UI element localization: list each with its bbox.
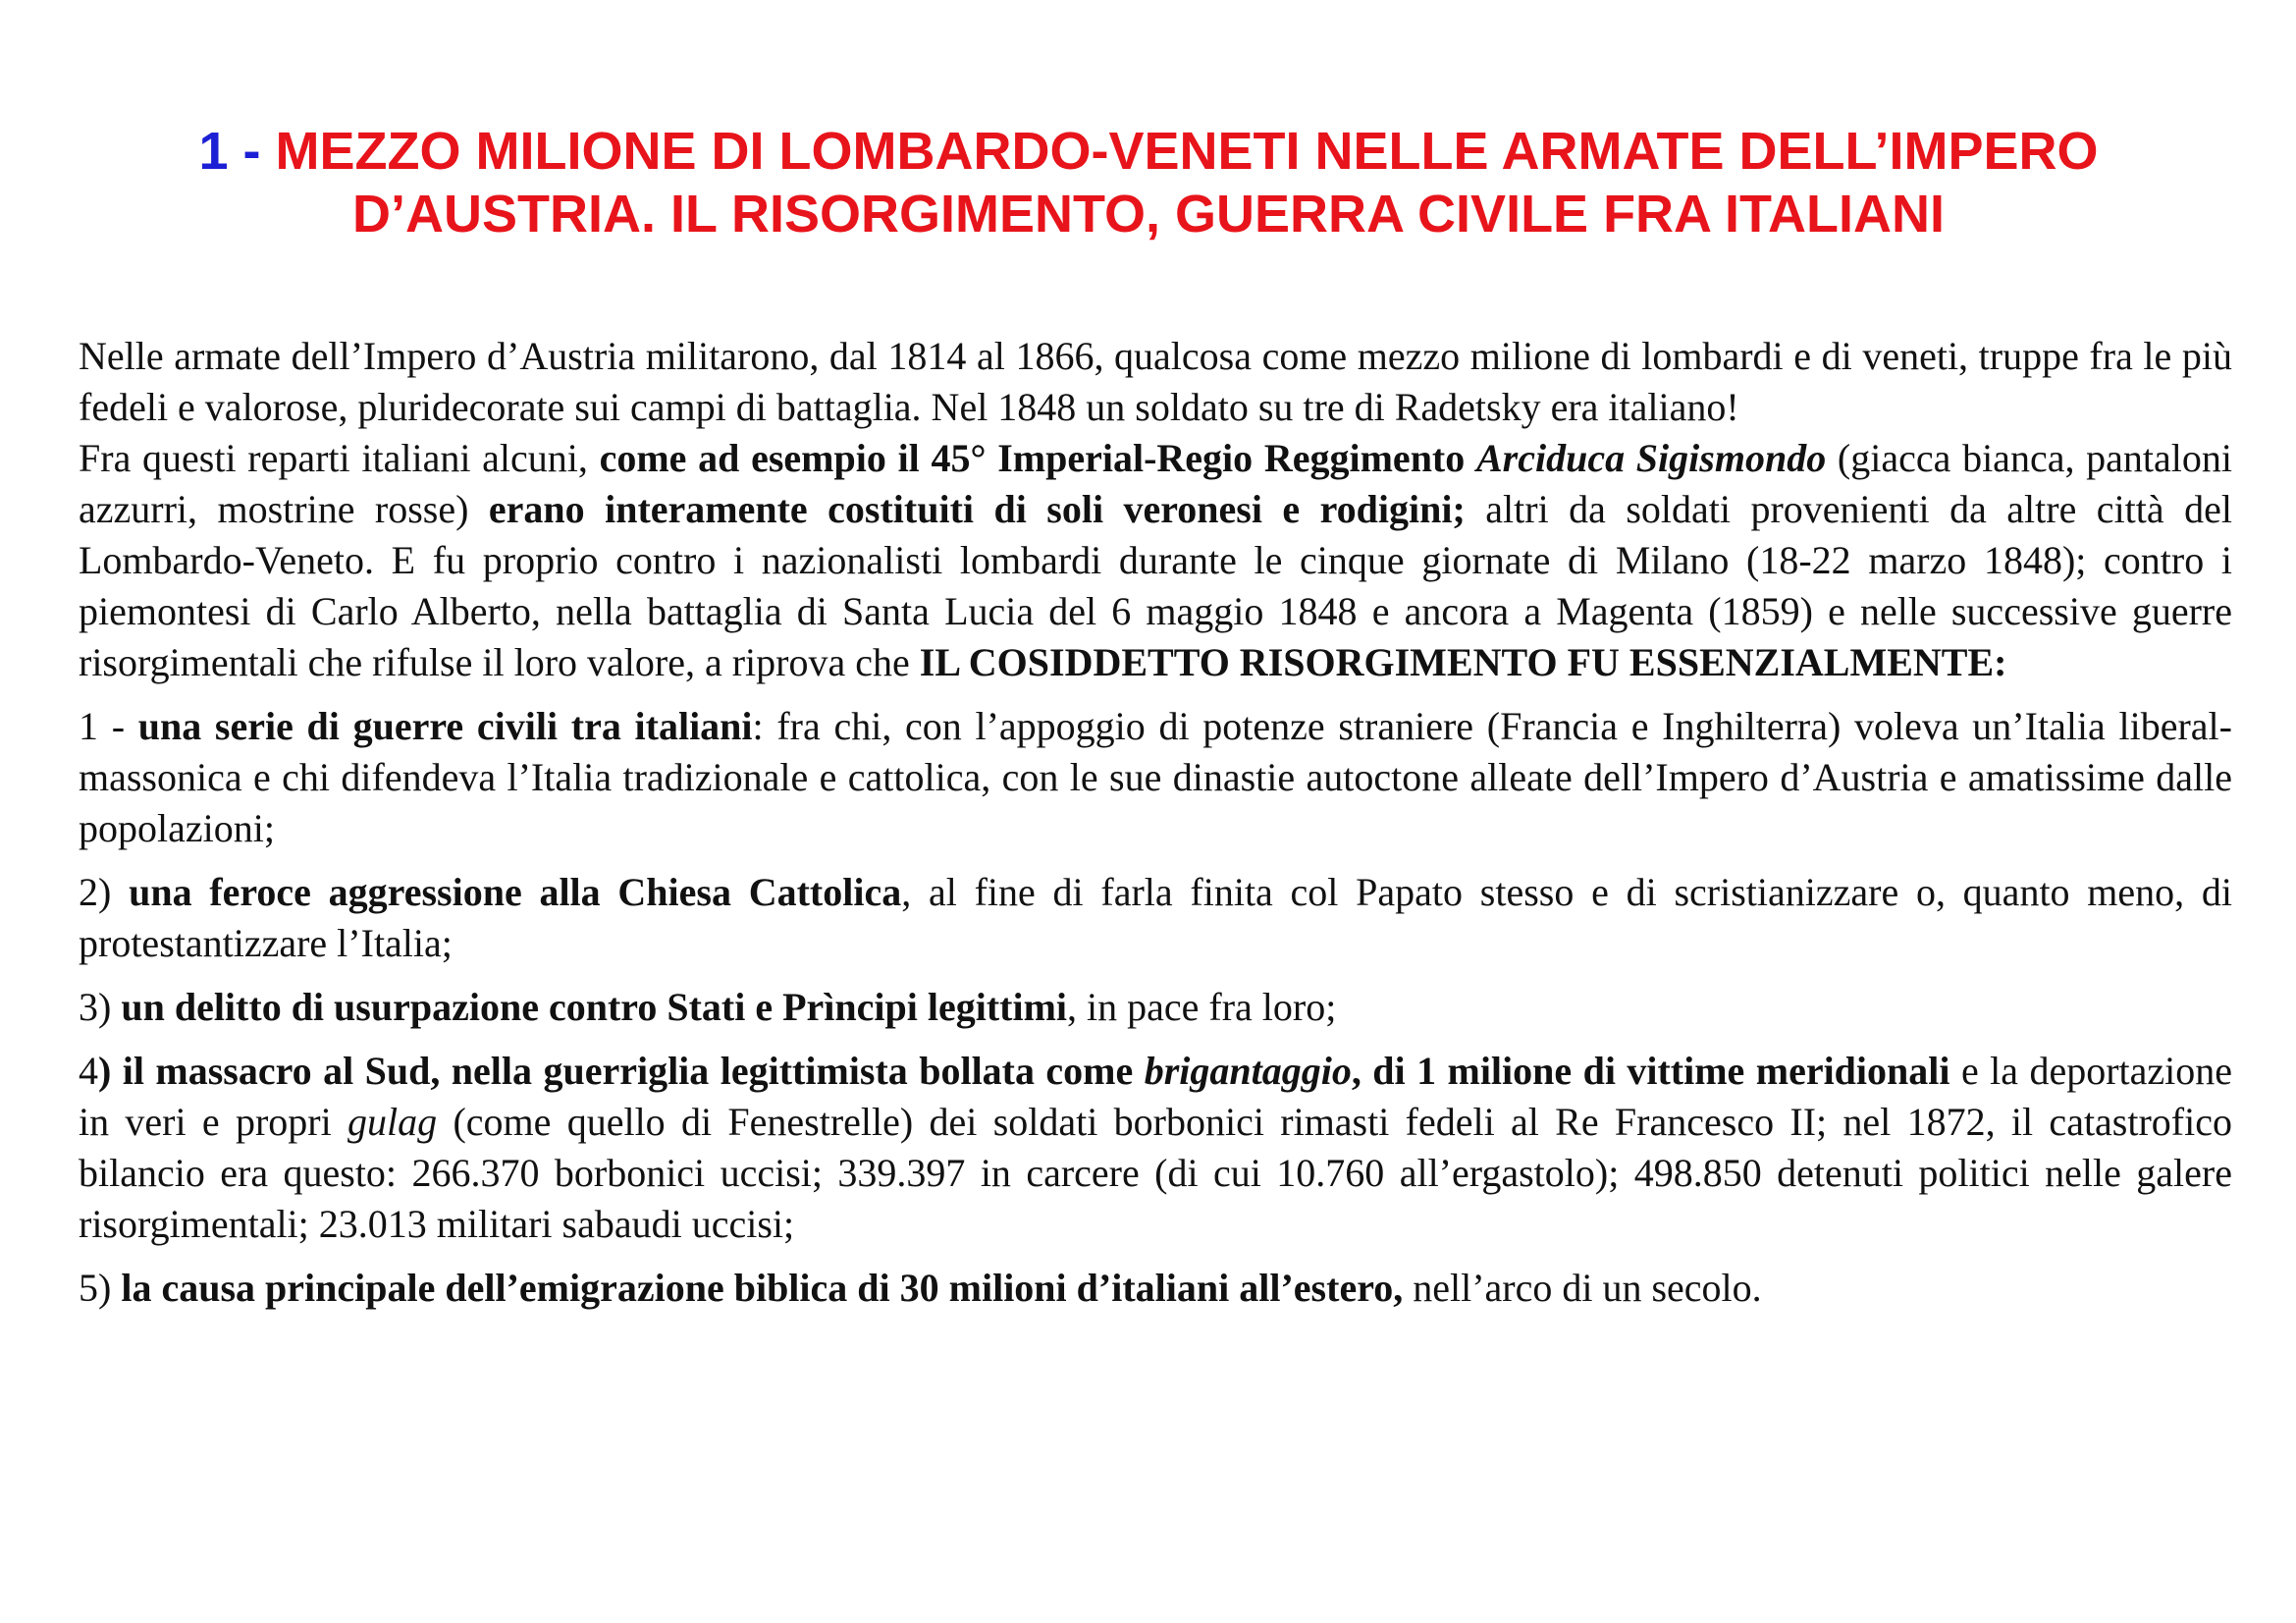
title-number: 1 [198,122,229,181]
title-separator: - [228,122,276,181]
page-title [79,120,2218,245]
document-body [79,331,2232,1314]
title-line-2: D’AUSTRIA. IL RISORGIMENTO, GUERRA CIVILE FRA ITALIANI [351,185,1946,243]
intro-paragraph: Nelle armate dell’Impero d’Austria militarono, dal 1814 al 1866, qualcosa come mezzo milione di lombardi e di veneti, truppe fra le più fedeli e valorose, pluridecorate sui campi di battaglia. Nel 1848 un soldato su tre di Radetsky era italiano! [79,334,2232,429]
list-item-1: 1 - una serie di guerre civili tra italiani: fra chi, con l’appoggio di potenze straniere (Francia e Inghilterra) voleva un’Italia liberal-massonica e chi difendeva l’Italia tradizionale e cattolica, con le sue dinastie autoctone alleate dell’Impero d’Austria e amatissime dalle popolazioni; [79,704,2232,850]
list-item-2: 2) una feroce aggressione alla Chiesa Cattolica, al fine di farla finita col Papato stesso e di scristianizzare o, quanto meno, di protestantizzare l’Italia; [79,870,2233,965]
list-item-3: 3) un delitto di usurpazione contro Stati e Prìncipi legittimi, in pace fra loro; [79,985,1337,1029]
regiment-paragraph: Fra questi reparti italiani alcuni, come ad esempio il 45° Imperial-Regio Reggimento Arciduca Sigismondo (giacca bianca, pantaloni azzurri, mostrine rosse) erano interamente costituiti di soli veronesi e rodigini; altri da soldati provenienti da altre città del Lombardo-Veneto. E fu proprio contro i nazionalisti lombardi durante le cinque giornate di Milano (18-22 marzo 1848); contro i piemontesi di Carlo Alberto, nella battaglia di Santa Lucia del 6 maggio 1848 e ancora a Magenta (1859) e nelle successive guerre risorgimentali che rifulse il loro valore, a riprova che IL COSIDDETTO RISORGIMENTO FU ESSENZIALMENTE: [79,436,2233,684]
list-item-4: 4) il massacro al Sud, nella guerriglia legittimista bollata come brigantaggio, di 1 milione di vittime meridionali e la deportazione in veri e propri gulag (come quello di Fenestrelle) dei soldati borbonici rimasti fedeli al Re Francesco II; nel 1872, il catastrofico bilancio era questo: 266.370 borbonici uccisi; 339.397 in carcere (di cui 10.760 all’ergastolo); 498.850 detenuti politici nelle galere risorgimentali; 23.013 militari sabaudi uccisi; [79,1049,2233,1246]
list-item-5: 5) la causa principale dell’emigrazione biblica di 30 milioni d’italiani all’estero, nell’arco di un secolo. [79,1266,1762,1310]
title-line-1: MEZZO MILIONE DI LOMBARDO-VENETI NELLE ARMATE DELL’IMPERO [275,122,2099,181]
